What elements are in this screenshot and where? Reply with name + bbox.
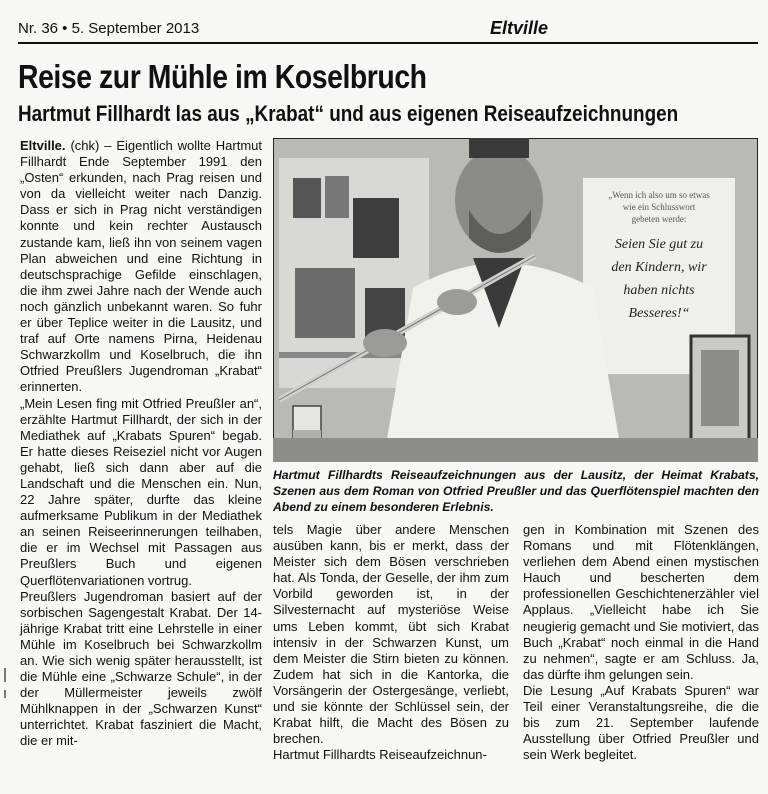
photo-caption: Hartmut Fillhardts Reiseaufzeichnungen aus der Lausitz, der Heimat Krabats, Szenen aus dem Roman von Otfried Preußler und das Querflötenspiel machten den Abend zu einem besonderen Erlebnis. bbox=[273, 468, 759, 514]
scan-mark bbox=[4, 668, 6, 682]
dateline: Eltville. bbox=[20, 138, 66, 153]
paragraph: tels Magie über andere Menschen ausüben kann, bis er merkt, dass der Meister sich dem Bösen verschrieben hat. Als Tonda, der Geselle, der ihm zum Vorbild geworden ist, in der Silvesternacht auf mysteriöse Weise ums Leben kommt, übt sich Krabat intensiv in der Schwarzen Kunst, um dem Meister die Stirn bieten zu können. Zudem hat sich in die Kantorka, die Vorsängerin der Ostergesänge, verliebt, und sie könnte der Schlüssel sein, der Krabat hilft, die Macht des Bösen zu brechen. bbox=[273, 522, 509, 747]
quote-line: den Kindern, wir bbox=[611, 260, 707, 275]
page-header bbox=[18, 18, 758, 44]
section-name: Eltville bbox=[489, 18, 548, 38]
quote-line: Seien Sie gut zu bbox=[614, 237, 704, 252]
article-column-2 bbox=[273, 522, 509, 763]
paragraph: gen in Kombination mit Szenen des Romans und mit Flötenklängen, verliehen dem Abend einen mystischen Hauch und bescherten dem professionellen Geschichtenerzähler viel Applaus. „Vielleicht habe ich Sie neugierig gemacht und Sie motiviert, das Buch „Krabat“ noch einmal in die Hand zu nehmen“, sagte er am Schluss. Ja, das dürfte ihm gelungen sein. bbox=[523, 522, 759, 682]
headline: Reise zur Mühle im Koselbruch bbox=[18, 58, 427, 95]
paragraph: Die Lesung „Auf Krabats Spuren“ war Teil einer Veranstaltungsreihe, die die bis zum 21. September laufende Ausstellung über Otfried Preußler und sein Werk begleitet. bbox=[523, 682, 759, 763]
issue-date: Nr. 36 • 5. September 2013 bbox=[18, 20, 200, 37]
quote-line: gebeten werde: bbox=[631, 214, 687, 224]
article-column-3 bbox=[523, 522, 759, 763]
paragraph: Hartmut Fillhardts Reiseaufzeichnun- bbox=[273, 747, 487, 763]
paragraph bbox=[20, 138, 262, 396]
quote-line: wie ein Schlusswort bbox=[622, 202, 696, 212]
paragraph-text: (chk) – Eigentlich wollte Hartmut Fillhardt Ende September 1991 den „Osten“ erkunden, nach Prag reisen und von da vielleicht weiter nach Danzig. Dass er sich in Prag nicht verständigen konnte und kein rechter Austausch zustande kam, ließ ihn von seinem vagen Plan abweichen und eine Richtung in deutschsprachige Gefilde einschlagen, die ihm zwei Jahre nach der Wende auch noch gänzlich unbekannt waren. So fuhr er über Teplice weiter in die Lausitz, und traf auf Orte namens Pirna, Heidenau Schwarzkollm und Koselbruch, die ihn Otfried Preußlers Jugendroman „Krabat“ erinnerten. bbox=[20, 138, 262, 395]
photo-illustration bbox=[273, 138, 758, 462]
article-photo bbox=[273, 138, 758, 462]
paragraph: Preußlers Jugendroman basiert auf der sorbischen Sagengestalt Krabat. Der 14-jährige Krabat tritt eine Lehrstelle in einer Mühle im Koselbruch bei Schwarzkollm an. Wie sich wenig später herausstellt, ist die Mühle eine „Schwarze Schule“, in der der Müllermeister jeweils zwölf Mühlknappen in der „Schwarzen Kunst“ unterrichtet. Krabat fasziniert die Macht, die er mit- bbox=[20, 588, 262, 749]
quote-line: „Wenn ich also um so etwas bbox=[608, 190, 710, 200]
article-column-1 bbox=[20, 138, 262, 750]
quote-line: haben nichts bbox=[623, 283, 695, 298]
scan-mark bbox=[4, 690, 6, 698]
subheadline: Hartmut Fillhardt las aus „Krabat“ und aus eigenen Reiseaufzeichnungen bbox=[18, 101, 679, 126]
paragraph: „Mein Lesen fing mit Otfried Preußler an“, erzählte Hartmut Fillhardt, der sich in der Mediathek auf „Krabats Spuren“ begab. Er hatte dieses Reiseziel nicht vor Augen gehabt, ließ sich dann aber auf die Landschaft und die Menschen ein. Nun, 22 Jahre später, durfte das kleine aufmerksame Publikum in der Mediathek an seinen Reiseerinnerungen teilhaben, die er im Wechsel mit Passagen aus Preußlers Buch und eigenen Querflötenvariationen vortrug. bbox=[20, 395, 262, 588]
quote-line: Besseres!“ bbox=[628, 306, 690, 321]
